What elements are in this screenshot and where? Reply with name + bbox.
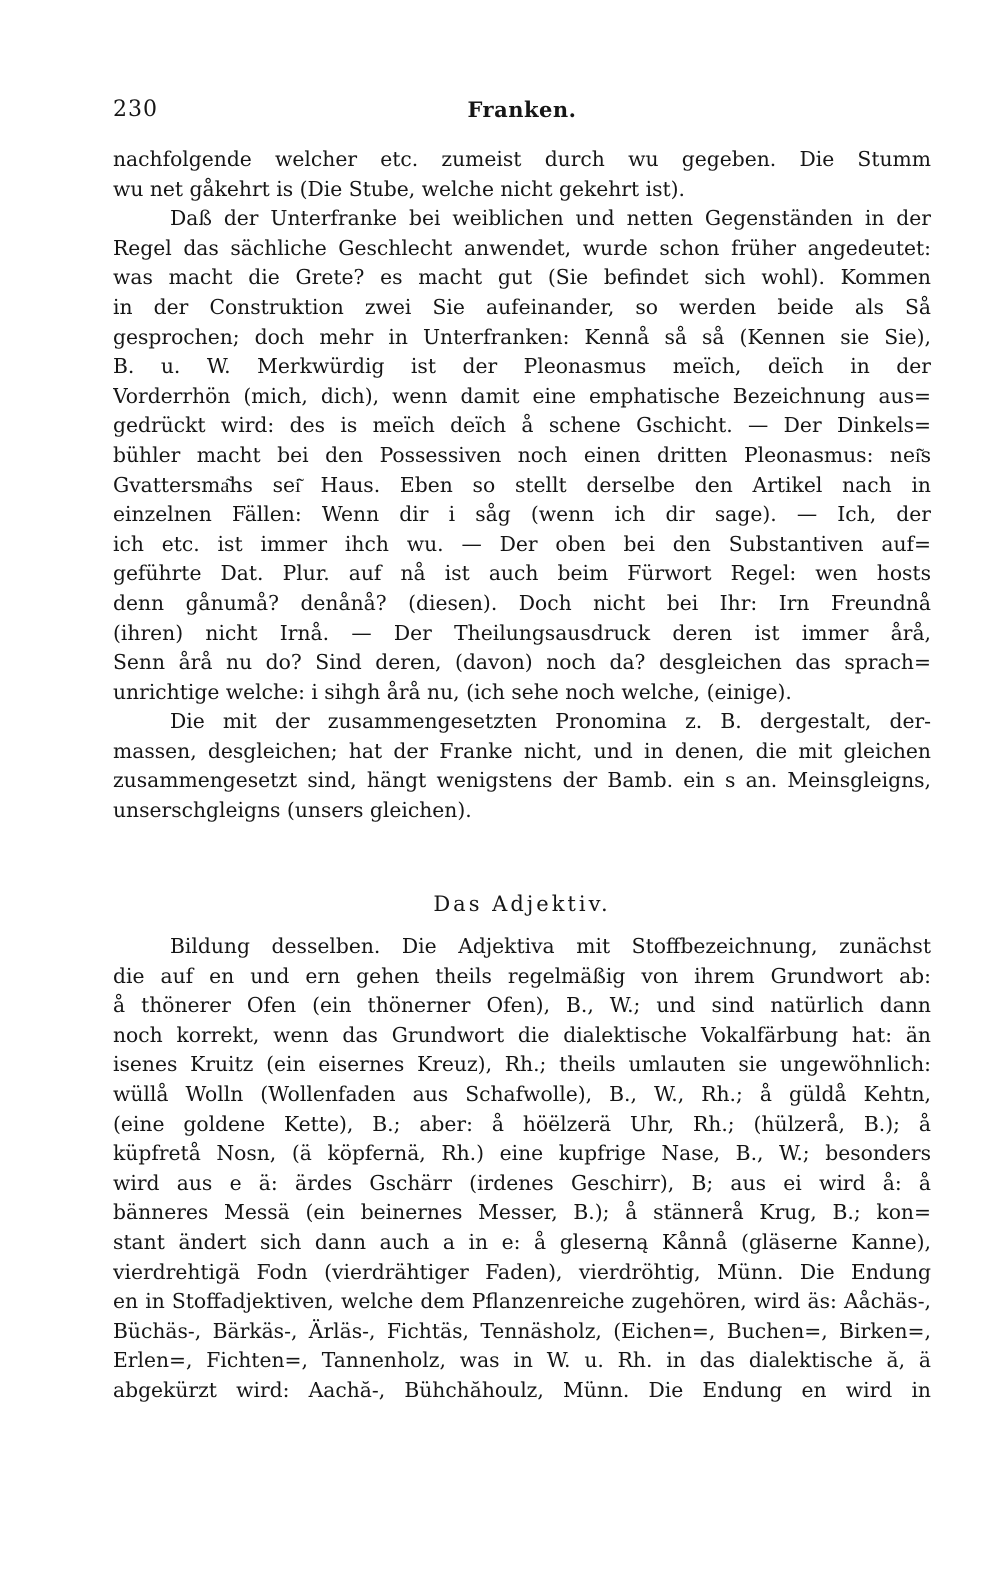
text-line: unserschgleigns (unsers gleichen). bbox=[113, 798, 472, 823]
text-line: Büchäs-, Bärkäs-, Ärläs-, Fichtäs, Tennäsholz, (Eichen=, Buchen=, Birken=, bbox=[113, 1318, 931, 1343]
paragraph-block-pronouns bbox=[113, 145, 931, 826]
text-line: (eine goldene Kette), B.; aber: å höëlzerä Uhr, Rh.; (hülzerå, B.); å bbox=[113, 1111, 931, 1136]
text-line: Senn årå nu do? Sind deren, (davon) noch da? desgleichen das sprach= bbox=[113, 650, 931, 675]
text-line: nachfolgende welcher etc. zumeist durch wu gegeben. Die Stumm bbox=[113, 147, 931, 171]
text-line: stant ändert sich dann auch a in e: å gleserną Kånnå (gläserne Kanne), bbox=[113, 1229, 931, 1254]
page-number: 230 bbox=[113, 97, 158, 122]
text-line: geführte Dat. Plur. auf nå ist auch beim Fürwort Regel: wen hosts bbox=[113, 561, 931, 586]
text-line: zusammengesetzt sind, hängt wenigstens der Bamb. ein s an. Meinsgleigns, bbox=[113, 768, 931, 793]
text-line: denn gånumå? denånå? (diesen). Doch nicht bei Ihr: Irn Freundnå bbox=[113, 590, 931, 615]
text-line: isenes Kruitz (ein eisernes Kreuz), Rh.; theils umlauten sie ungewöhnlich: bbox=[113, 1052, 931, 1077]
text-line: in der Construktion zwei Sie aufeinander, so werden beide als Så bbox=[113, 294, 931, 319]
text-line: Die mit der zusammengesetzten Pronomina z. B. dergestalt, der- bbox=[170, 709, 931, 734]
text-line: die auf en und ern gehen theils regelmäßig von ihrem Grundwort ab: bbox=[113, 963, 931, 988]
text-line: å thönerer Ofen (ein thönerner Ofen), B., W.; und sind natürlich dann bbox=[113, 993, 931, 1018]
text-line: wird aus e ä: ärdes Gschärr (irdenes Geschirr), B; aus ei wird å: å bbox=[113, 1170, 931, 1195]
text-line: Gvattersma͂hs sei͂ Haus. Eben so stellt derselbe den Artikel nach in bbox=[113, 472, 931, 497]
paragraph-block-adjective bbox=[113, 932, 931, 1406]
text-line: Bildung desselben. Die Adjektiva mit Stoffbezeichnung, zunächst bbox=[170, 934, 931, 958]
text-line: vierdrehtigä Fodn (vierdrähtiger Faden), vierdröhtig, Münn. Die Endung bbox=[113, 1259, 931, 1284]
text-line: bühler macht bei den Possessiven noch einen dritten Pleonasmus: nei͂s bbox=[113, 442, 931, 467]
text-line: en in Stoffadjektiven, welche dem Pflanzenreiche zugehören, wird äs: Aåchäs-, bbox=[113, 1289, 931, 1314]
text-line: Vorderrhön (mich, dich), wenn damit eine emphatische Bezeichnung aus= bbox=[113, 383, 931, 408]
text-line: (ihren) nicht Irnå. — Der Theilungsausdruck deren ist immer årå, bbox=[113, 620, 931, 645]
text-line: gedrückt wird: des is meïch deïch å schene Gschicht. — Der Dinkels= bbox=[113, 413, 931, 438]
text-line: wu net gåkehrt is (Die Stube, welche nicht gekehrt ist). bbox=[113, 176, 686, 201]
text-line: was macht die Grete? es macht gut (Sie befindet sich wohl). Kommen bbox=[113, 265, 931, 290]
section-heading: Das Adjektiv. bbox=[433, 892, 611, 916]
text-line: ich etc. ist immer ihch wu. — Der oben bei den Substantiven auf= bbox=[113, 531, 931, 556]
text-line: wüllå Wolln (Wollenfaden aus Schafwolle), B., W., Rh.; å güldå Kehtn, bbox=[113, 1081, 931, 1106]
text-line: Regel das sächliche Geschlecht anwendet, wurde schon früher angedeutet: bbox=[113, 235, 931, 260]
text-line: Daß der Unterfranke bei weiblichen und netten Gegenständen in der bbox=[170, 206, 931, 231]
text-line: unrichtige welche: i sihgh årå nu, (ich sehe noch welche, (einige). bbox=[113, 679, 792, 704]
running-head bbox=[113, 97, 931, 131]
text-line: noch korrekt, wenn das Grundwort die dialektische Vokalfärbung hat: än bbox=[113, 1022, 931, 1047]
text-line: gesprochen; doch mehr in Unterfranken: Kennå så så (Kennen sie Sie), bbox=[113, 324, 931, 349]
text-line: Erlen=, Fichten=, Tannenholz, was in W. u. Rh. in das dialektische ă, ä bbox=[113, 1348, 931, 1373]
text-line: B. u. W. Merkwürdig ist der Pleonasmus meïch, deïch in der bbox=[113, 354, 931, 379]
text-line: küpfretå Nosn, (ä köpfernä, Rh.) eine kupfrige Nase, B., W.; besonders bbox=[113, 1141, 931, 1166]
text-line: einzelnen Fällen: Wenn dir i såg (wenn ich dir sage). — Ich, der bbox=[113, 502, 931, 527]
text-line: massen, desgleichen; hat der Franke nicht, und in denen, die mit gleichen bbox=[113, 738, 931, 763]
text-line: abgekürzt wird: Aachă-, Bühchăhoulz, Münn. Die Endung en wird in bbox=[113, 1377, 931, 1402]
text-line: bänneres Messä (ein beinernes Messer, B.); å stännerå Krug, B.; kon= bbox=[113, 1200, 931, 1225]
running-title: Franken. bbox=[467, 97, 577, 122]
